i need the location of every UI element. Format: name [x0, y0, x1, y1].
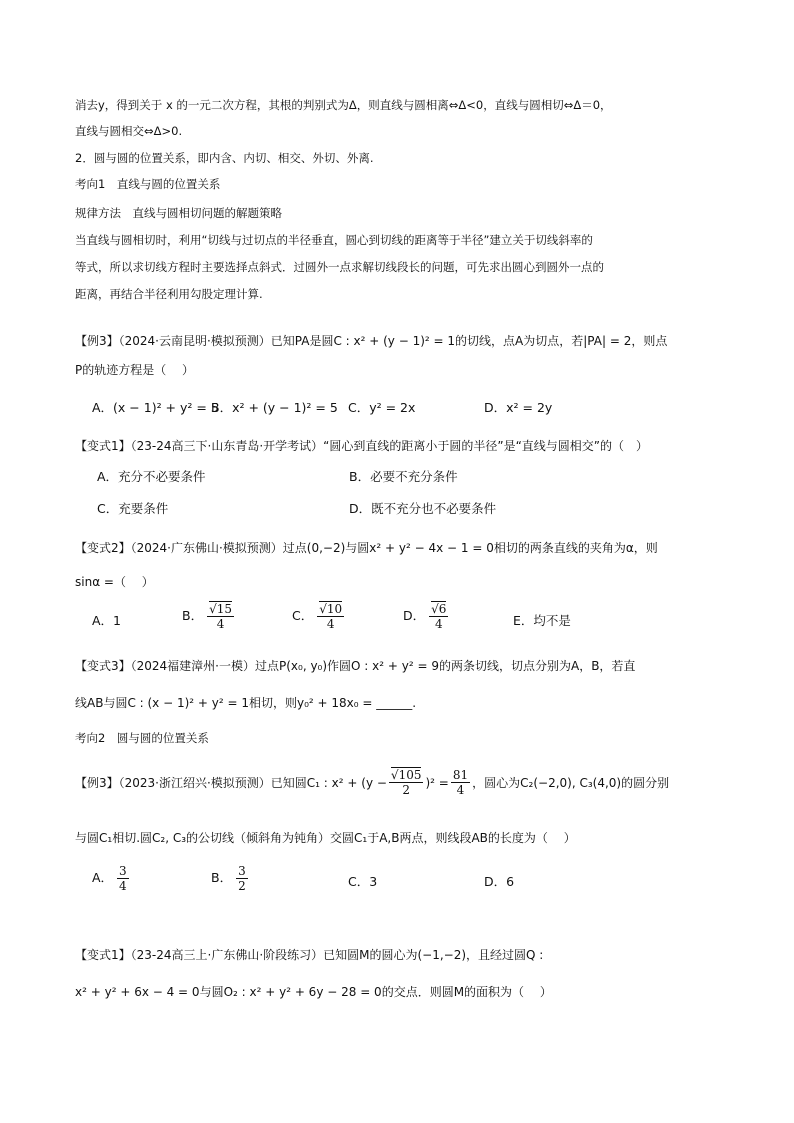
option-a: [92, 864, 129, 893]
fraction: [207, 602, 234, 631]
method-heading: 规律方法 直线与圆相切问题的解题策略: [75, 206, 282, 220]
denominator: 4: [326, 617, 335, 631]
problem-stem: 【变式3】（2024福建漳州·一模）过点P(x₀, y₀)作圆O : x² + y² = 9的两条切线，切点分别为A，B，若直: [75, 659, 636, 673]
option-b: B．必要不充分条件: [349, 469, 458, 484]
fraction: [317, 602, 344, 631]
problem-stem: x² + y² + 6x − 4 = 0与圆O₂ : x² + y² + 6y − 28 = 0的交点．则圆M的面积为（ ）: [75, 985, 552, 999]
option-c: C．3: [348, 874, 378, 889]
text-line: 等式，所以求切线方程时主要选择点斜式．过圆外一点求解切线段长的问题，可先求出圆心到圆外一点的: [75, 260, 604, 274]
option-e: E．均不是: [513, 613, 571, 628]
sqrt-value: √10: [319, 602, 343, 616]
option-a: A．1: [92, 613, 122, 628]
denominator: 4: [434, 617, 443, 631]
option-b: [211, 864, 248, 893]
denominator: 2: [238, 879, 246, 893]
option-c: C．充要条件: [97, 501, 169, 516]
problem-stem: [75, 768, 669, 797]
sqrt-value: √105: [390, 768, 422, 782]
option-a: A．充分不必要条件: [97, 469, 206, 484]
fraction: [117, 864, 129, 893]
denominator: 4: [456, 783, 465, 797]
text-line: 距离，再结合半径利用勾股定理计算.: [75, 287, 263, 301]
denominator: 4: [119, 879, 127, 893]
option-label: B．: [182, 608, 204, 623]
option-b: B．x² + (y − 1)² = 5: [211, 400, 338, 415]
section-heading: 考向1 直线与圆的位置关系: [75, 177, 221, 191]
fraction: [236, 864, 248, 893]
option-label: C．: [292, 608, 314, 623]
stem-text: ，圆心为C₂(−2,0), C₃(4,0)的圆分别: [472, 775, 670, 790]
numerator: 81: [452, 768, 469, 782]
text-line: 2．圆与圆的位置关系，即内含、内切、相交、外切、外离.: [75, 151, 374, 165]
option-c: C．y² = 2x: [348, 400, 416, 415]
sqrt-value: √15: [209, 602, 232, 616]
section-heading: 考向2 圆与圆的位置关系: [75, 731, 209, 745]
option-label: B．: [211, 870, 233, 885]
text-line: 当直线与圆相切时，利用“切线与过切点的半径垂直，圆心到切线的距离等于半径”建立关于切线斜率的: [75, 233, 593, 247]
option-d: D．既不充分也不必要条件: [349, 501, 497, 516]
text-line: 直线与圆相交⇔Δ>0.: [75, 124, 183, 138]
sqrt-value: √6: [431, 602, 447, 616]
option-b: [182, 602, 234, 631]
option-label: D．: [403, 608, 426, 623]
option-d: D．x² = 2y: [484, 400, 553, 415]
denominator: 2: [402, 783, 411, 797]
numerator: 3: [119, 864, 127, 878]
problem-stem: 线AB与圆C : (x − 1)² + y² = 1相切，则y₀² + 18x₀ = ______.: [75, 696, 417, 710]
denominator: 4: [216, 617, 225, 631]
problem-stem: P的轨迹方程是（ ）: [75, 363, 195, 377]
problem-stem: 【变式1】（23-24高三下·山东青岛·开学考试）“圆心到直线的距离小于圆的半径”是“直线与圆相交”的（ ）: [75, 439, 649, 453]
fraction: [451, 768, 470, 797]
fraction: [389, 768, 424, 797]
text-line: 消去y，得到关于 x 的一元二次方程，其根的判别式为Δ，则直线与圆相离⇔Δ<0，直线与圆相切⇔Δ＝0，: [75, 98, 612, 112]
fraction: [429, 602, 448, 631]
problem-stem: 【例3】（2024·云南昆明·模拟预测）已知PA是圆C : x² + (y − 1)² = 1的切线，点A为切点，若|PA| = 2，则点: [75, 334, 668, 348]
option-d: [403, 602, 448, 631]
option-label: A．: [92, 870, 114, 885]
option-d: D．6: [484, 874, 515, 889]
problem-stem: 【变式1】（23-24高三上·广东佛山·阶段练习）已知圆M的圆心为(−1,−2)，且经过圆Q :: [75, 948, 544, 962]
option-c: [292, 602, 344, 631]
numerator: 3: [238, 864, 246, 878]
problem-stem: 与圆C₁相切.圆C₂, C₃的公切线（倾斜角为钝角）交圆C₁于A,B两点，则线段AB的长度为（ ）: [75, 831, 576, 845]
stem-text: 【例3】（2023·浙江绍兴·模拟预测）已知圆C₁ : x² + (y −: [75, 775, 387, 790]
problem-stem: 【变式2】（2024·广东佛山·模拟预测）过点(0,−2)与圆x² + y² − 4x − 1 = 0相切的两条直线的夹角为α，则: [75, 541, 658, 555]
problem-stem: sinα =（ ）: [75, 575, 154, 589]
stem-text: )² =: [425, 775, 449, 790]
option-a: A．(x − 1)² + y² = 5: [92, 400, 219, 415]
